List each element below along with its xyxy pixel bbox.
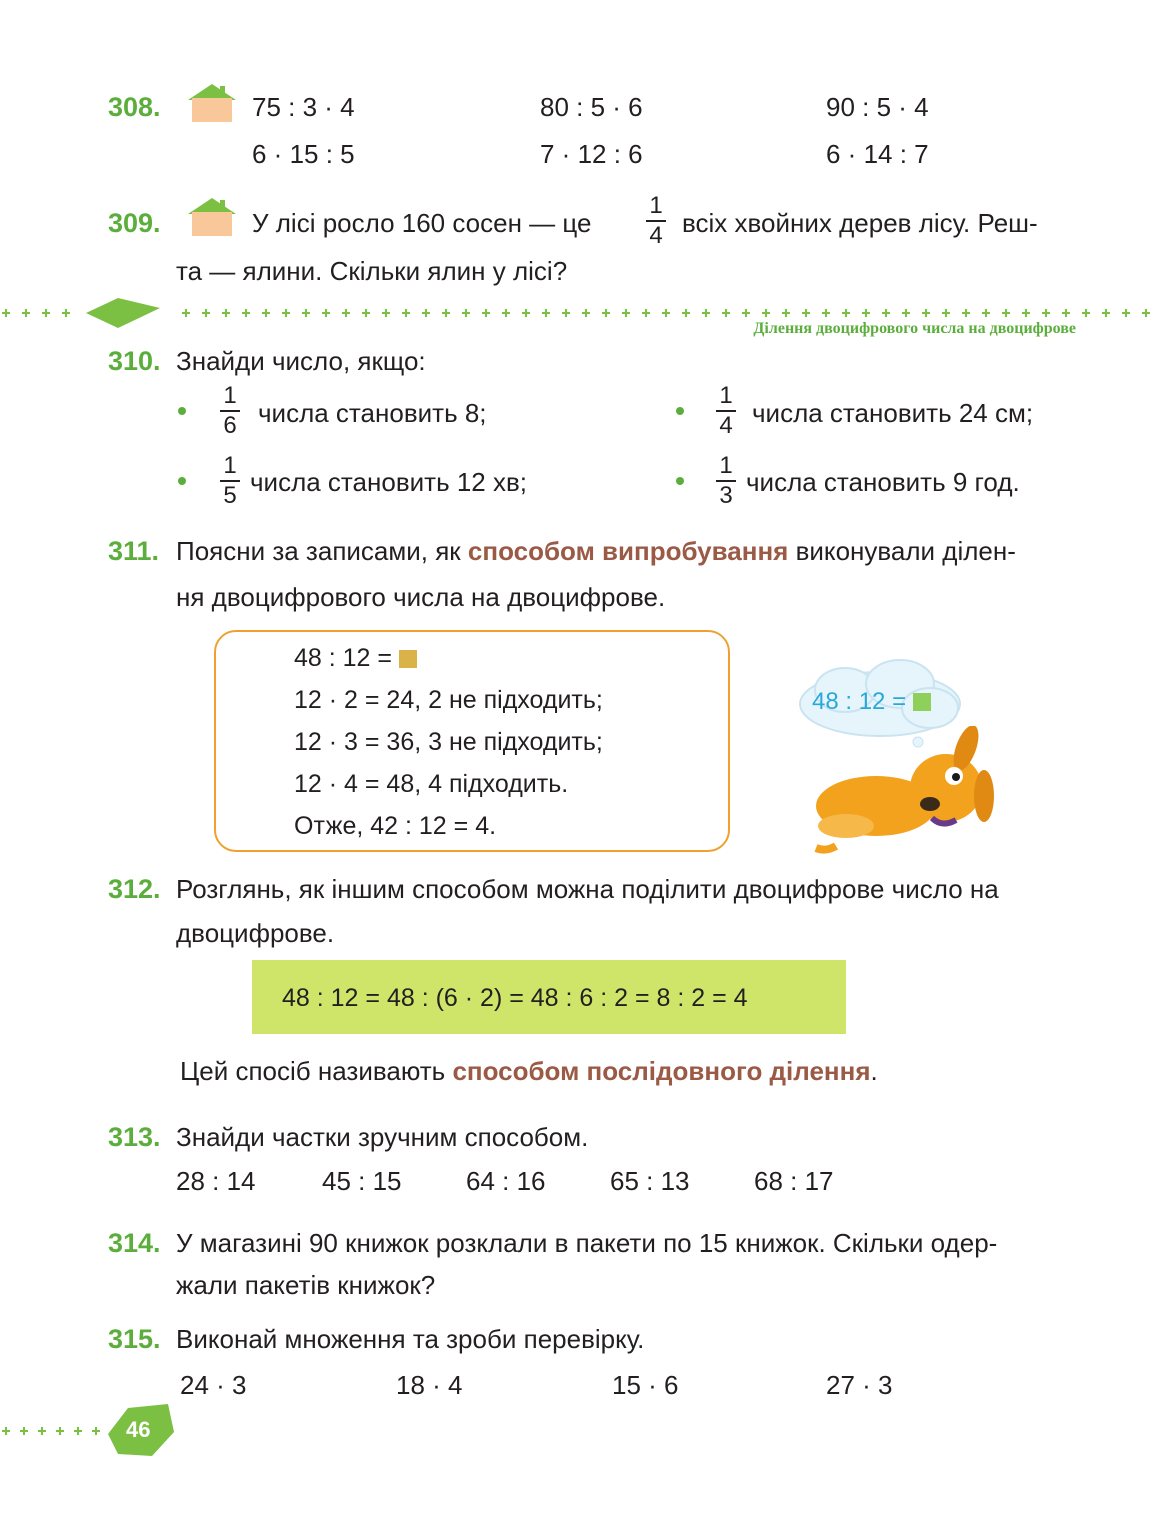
exercise-number-314: 314.: [108, 1228, 161, 1258]
section-title: Ділення двоцифрового числа на двоцифрове: [753, 320, 1076, 337]
exercise-number-311: 311.: [108, 536, 160, 566]
fraction-1-3: 1 3: [716, 454, 736, 508]
term-sequential-division: способом послідовного ділення: [452, 1056, 871, 1086]
ex314-line1: У магазині 90 книжок розклали в пакети по 15 книжок. Скільки одер-: [176, 1228, 998, 1258]
expr-308-5: 7 · 12 : 6: [540, 139, 643, 169]
ex313-item-2: 45 : 15: [322, 1166, 402, 1196]
ex315-item-2: 18 · 4: [396, 1370, 463, 1400]
box-line-2: 12 · 2 = 24, 2 не підходить;: [294, 686, 603, 714]
box-line-3: 12 · 3 = 36, 3 не підходить;: [294, 728, 603, 756]
ex315-prompt: Виконай множення та зроби перевірку.: [176, 1324, 645, 1354]
box-line-4: 12 · 4 = 48, 4 підходить.: [294, 770, 569, 798]
ex310-prompt: Знайди число, якщо:: [176, 346, 426, 376]
ex312-note: Цей спосіб називають способом послідовного ділення.: [180, 1056, 878, 1086]
fraction-1-6: 1 6: [220, 384, 240, 438]
fraction-1-4: 1 4: [716, 384, 736, 438]
ex309-text-c: та — ялини. Скільки ялин у лісі?: [176, 256, 568, 286]
homework-house-icon: [188, 198, 236, 236]
ex312-line1: Розглянь, як іншим способом можна поділити двоцифрове число на: [176, 874, 999, 904]
ex314-line2: жали пакетів книжок?: [176, 1270, 436, 1300]
ex313-prompt: Знайди частки зручним способом.: [176, 1122, 589, 1152]
ex309-text-b: всіх хвойних дерев лісу. Реш-: [682, 208, 1038, 238]
ex310-item-1: числа становить 8;: [258, 398, 487, 428]
cloud-text: 48 : 12 =: [812, 688, 931, 716]
exercise-number-308: 308.: [108, 92, 161, 122]
trial-division-box: [214, 630, 730, 852]
expr-308-6: 6 · 14 : 7: [826, 139, 929, 169]
ex310-item-3: числа становить 12 хв;: [250, 467, 528, 497]
exercise-number-309: 309.: [108, 208, 161, 238]
ex311-line1: Поясни за записами, як способом випробування виконували ділен-: [176, 536, 1016, 566]
answer-square: [399, 650, 417, 668]
ex310-item-4: числа становить 9 год.: [746, 467, 1020, 497]
exercise-number-315: 315.: [108, 1324, 161, 1354]
expr-308-1: 75 : 3 · 4: [252, 92, 355, 122]
ex313-item-3: 64 : 16: [466, 1166, 546, 1196]
exercise-number-310: 310.: [108, 346, 161, 376]
bullet: [676, 407, 684, 415]
formula: 48 : 12 = 48 : (6 · 2) = 48 : 6 : 2 = 8 : 2 = 4: [282, 984, 748, 1012]
fraction-1-5: 1 5: [220, 454, 240, 508]
page-number: 46: [126, 1417, 151, 1442]
fraction-1-4: 1 4: [646, 194, 666, 248]
ex311-line2: ня двоцифрового числа на двоцифрове.: [176, 582, 666, 612]
ex309-text-a: У лісі росло 160 сосен — це: [252, 208, 592, 238]
dog-illustration: [806, 726, 1006, 856]
term-trial-method: способом випробування: [467, 536, 789, 566]
homework-house-icon: [188, 84, 236, 122]
expr-308-3: 90 : 5 · 4: [826, 92, 929, 122]
box-line-1: 48 : 12 =: [294, 644, 417, 673]
exercise-number-313: 313.: [108, 1122, 161, 1152]
bullet: [178, 407, 186, 415]
ex315-item-3: 15 · 6: [612, 1370, 679, 1400]
ex312-line2: двоцифрове.: [176, 918, 335, 948]
box-line-5: Отже, 42 : 12 = 4.: [294, 812, 497, 840]
ex310-item-2: числа становить 24 см;: [752, 398, 1034, 428]
expr-308-4: 6 · 15 : 5: [252, 139, 355, 169]
ex313-item-1: 28 : 14: [176, 1166, 256, 1196]
page-ornament: [0, 1416, 120, 1446]
ex313-item-5: 68 : 17: [754, 1166, 834, 1196]
bullet: [676, 477, 684, 485]
exercise-number-312: 312.: [108, 874, 161, 904]
ex315-item-4: 27 · 3: [826, 1370, 893, 1400]
bullet: [178, 477, 186, 485]
ex313-item-4: 65 : 13: [610, 1166, 690, 1196]
expr-308-2: 80 : 5 · 6: [540, 92, 643, 122]
ex315-item-1: 24 · 3: [180, 1370, 247, 1400]
sequential-division-formula-box: [252, 960, 846, 1034]
answer-square: [913, 693, 931, 711]
